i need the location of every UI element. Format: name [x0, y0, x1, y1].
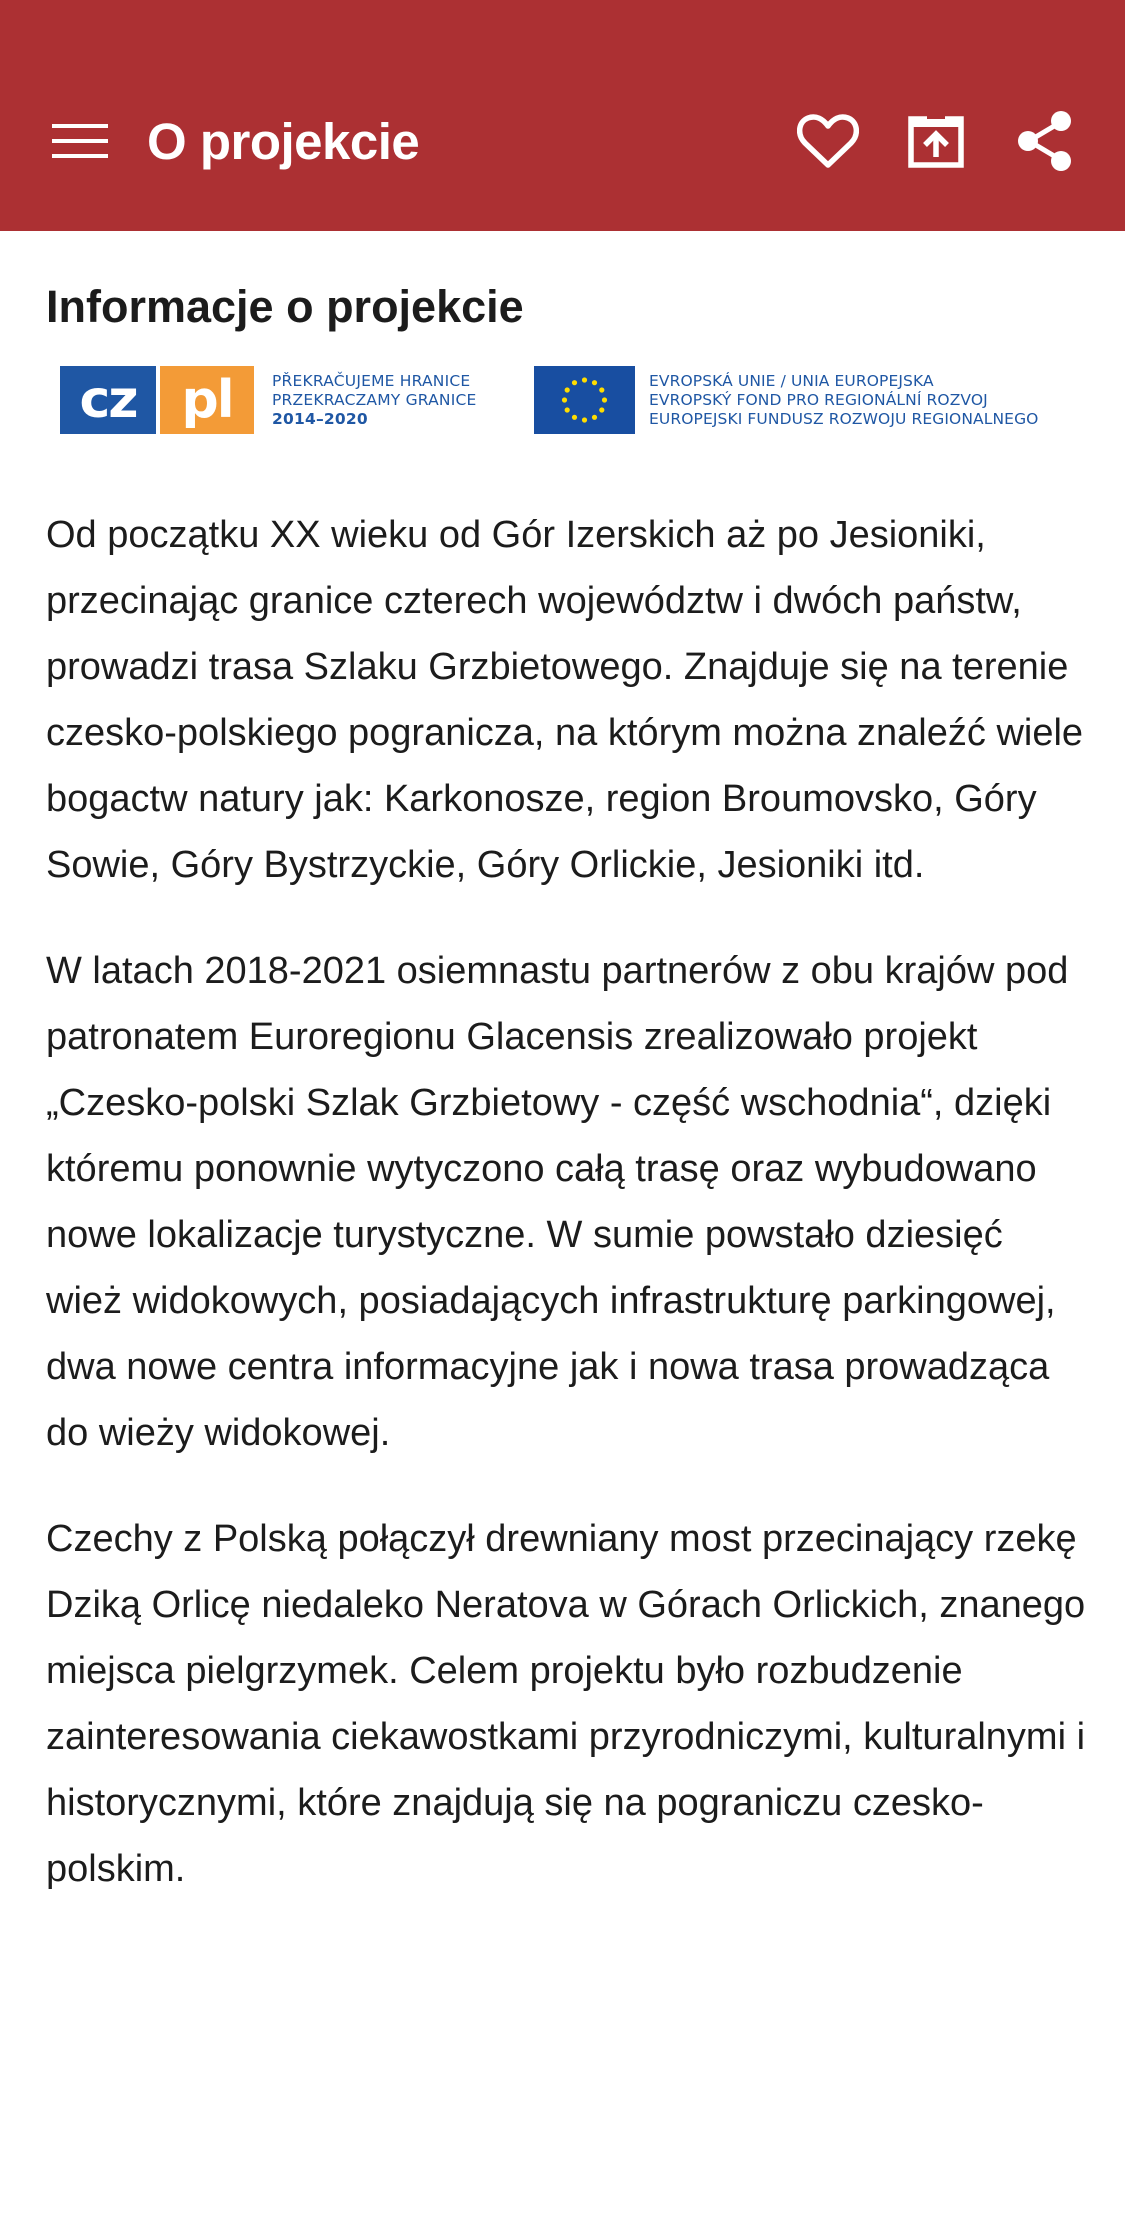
paragraph-intro: Od początku XX wieku od Gór Izerskich aż po Jesioniki, przecinając granice czterech województw i dwóch państw, prowadzi trasa Szlaku Grzbietowego. Znajduje się na terenie czesko-polskiego pogranicza, na którym można znaleźć wiele bogactw natury jak: Karkonosze, region Broumovsko, Góry Sowie, Góry Bystrzyckie, Góry Orlickie, Jesioniki itd. [46, 514, 1084, 886]
heart-icon [797, 113, 859, 169]
open-external-icon [907, 113, 965, 169]
czpl-logo-line2: PRZEKRACZAMY GRANICE [272, 390, 477, 409]
share-button[interactable] [1002, 98, 1088, 184]
menu-button[interactable] [40, 108, 120, 174]
paragraph-project: W latach 2018-2021 osiemnastu partnerów z obu krajów pod patronatem Euroregionu Glacensis zrealizowało projekt „Czesko-polski Szlak Grzbietowy - część wschodnia“, dzięki któremu ponownie wytyczono całą trasę oraz wybudowano nowe lokalizacje turystyczne. W sumie powstało dziesięć wież widokowych, posiadających infrastrukturę parkingowej, dwa nowe centra informacyjne jak i nowa trasa prowadząca do wieży widokowej. [46, 950, 1069, 1454]
app-bar [0, 0, 1125, 231]
czpl-logo-pl: pl [160, 366, 254, 434]
menu-icon [52, 124, 108, 158]
eu-logo-line3: EUROPEJSKI FUNDUSZ ROZWOJU REGIONALNEGO [649, 409, 1039, 428]
paragraph-bridge: Czechy z Polską połączył drewniany most przecinający rzekę Dziką Orlicę niedaleko Neratova w Górach Orlickich, znanego miejsca pielgrzymek. Celem projektu było rozbudzenie zainteresowania ciekawostkami przyrodniczymi, kulturalnymi i historycznymi, które znajdują się na pograniczu czesko-polskim. [46, 1518, 1086, 1890]
project-info-content [46, 231, 1086, 1902]
eu-flag-icon [534, 366, 635, 434]
czpl-logo-text [272, 372, 477, 429]
page-title: O projekcie [147, 113, 420, 170]
open-external-button[interactable] [893, 98, 979, 184]
czpl-logo-cz: cz [60, 366, 156, 434]
eu-logo [534, 366, 1038, 434]
section-heading: Informacje o projekcie [46, 281, 524, 332]
funding-logos [46, 366, 1086, 456]
favorite-button[interactable] [785, 98, 871, 184]
eu-logo-text [649, 372, 1038, 429]
czpl-logo-mark [60, 366, 254, 434]
eu-logo-line1: EVROPSKÁ UNIE / UNIA EUROPEJSKA [649, 371, 934, 390]
czpl-logo-years: 2014–2020 [272, 409, 368, 428]
eu-logo-line2: EVROPSKÝ FOND PRO REGIONÁLNÍ ROZVOJ [649, 390, 988, 409]
czpl-logo-line1: PŘEKRAČUJEME HRANICE [272, 371, 471, 390]
czpl-logo [60, 366, 477, 434]
share-icon [1015, 110, 1075, 172]
